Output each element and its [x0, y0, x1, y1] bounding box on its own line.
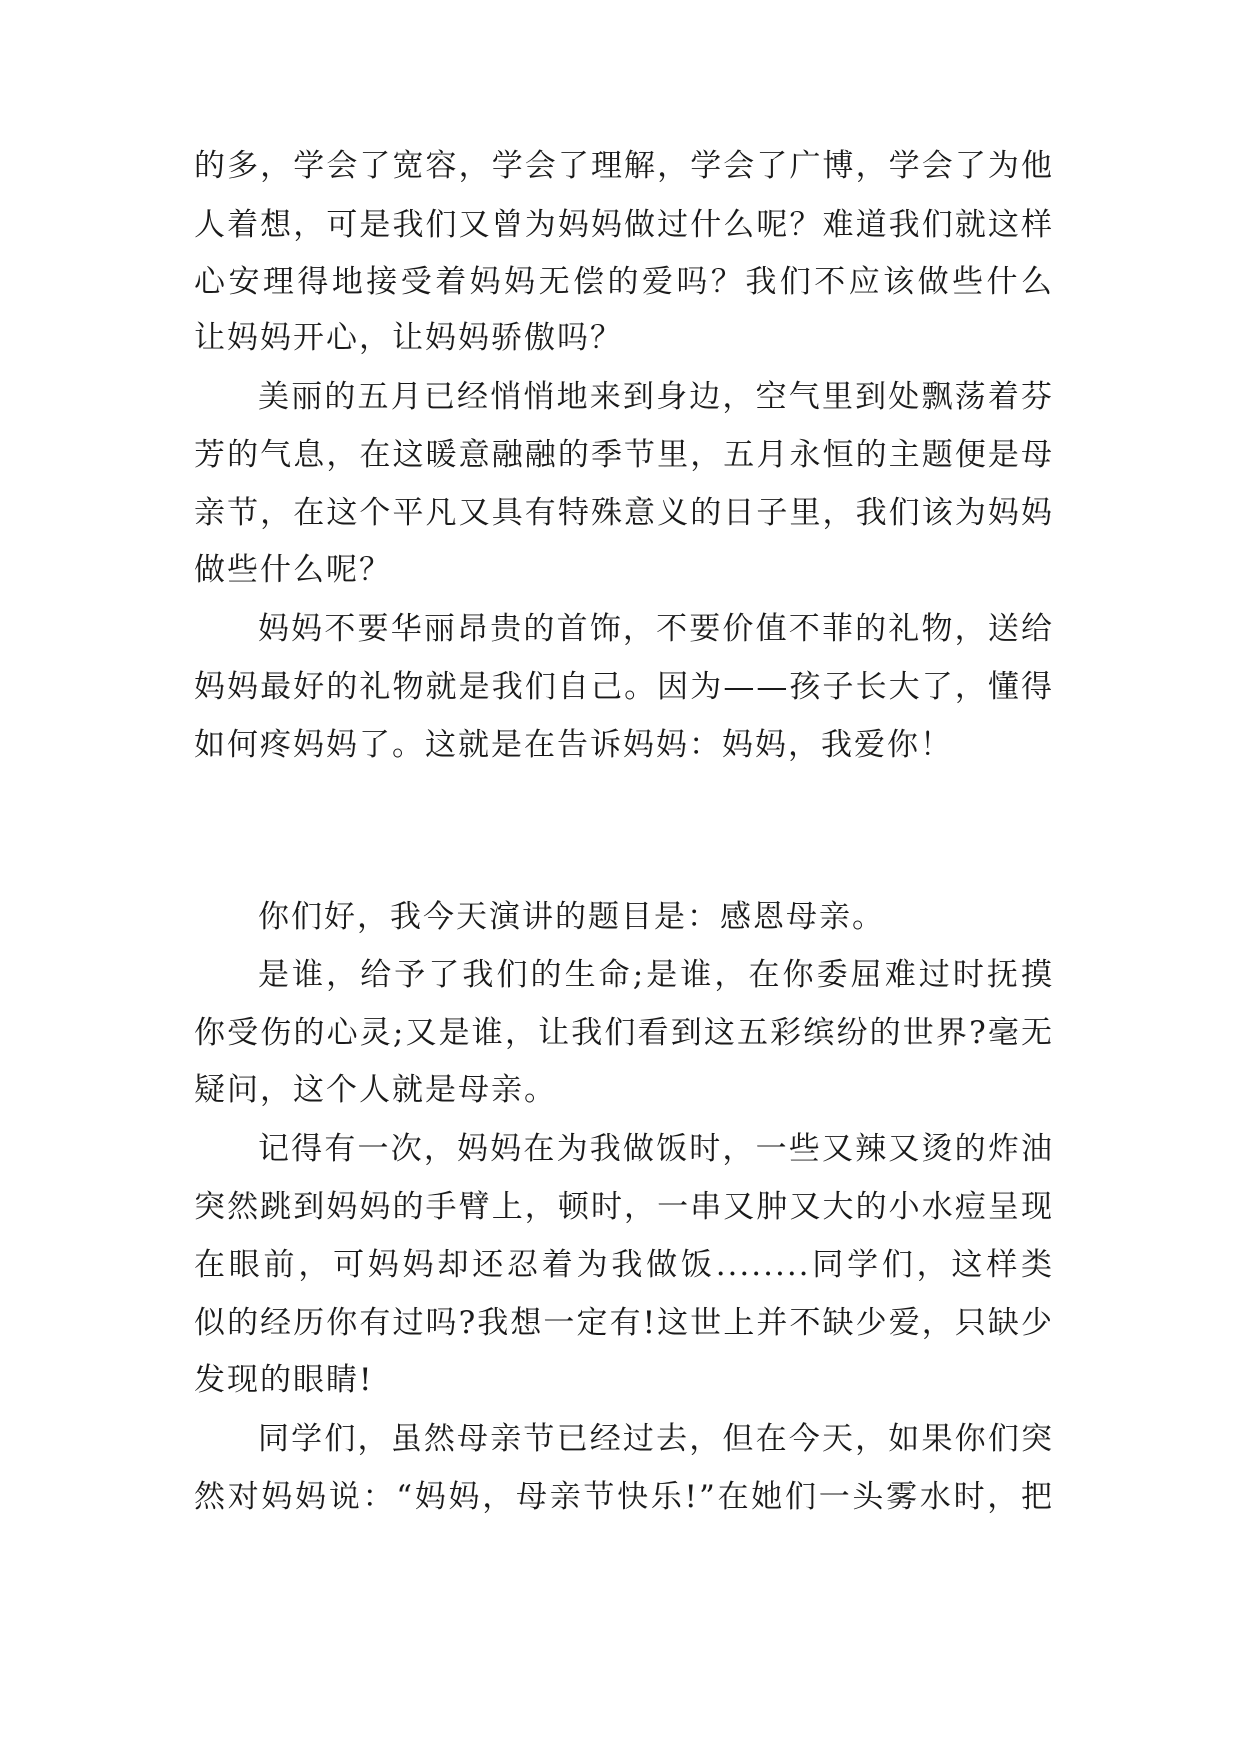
paragraph-line: 妈妈不要华丽昂贵的首饰，不要价值不菲的礼物，送给 — [258, 611, 1054, 647]
paragraph-line: 妈妈最好的礼物就是我们自己。因为——孩子长大了，懂得 — [194, 669, 1054, 705]
paragraph-line: 你受伤的心灵;又是谁，让我们看到这五彩缤纷的世界?毫无 — [194, 1015, 1054, 1051]
paragraph-line: 亲节，在这个平凡又具有特殊意义的日子里，我们该为妈妈 — [194, 495, 1054, 531]
paragraph-line: 突然跳到妈妈的手臂上，顿时，一串又肿又大的小水痘呈现 — [194, 1189, 1054, 1225]
paragraph-line: 芳的气息，在这暖意融融的季节里，五月永恒的主题便是母 — [194, 437, 1054, 473]
paragraph-line: 在眼前，可妈妈却还忍着为我做饭........同学们，这样类 — [194, 1247, 1054, 1283]
paragraph-line: 如何疼妈妈了。这就是在告诉妈妈：妈妈，我爱你！ — [194, 727, 953, 763]
paragraph-line: 的多，学会了宽容，学会了理解，学会了广博，学会了为他 — [194, 148, 1054, 184]
paragraph-line: 做些什么呢？ — [194, 552, 392, 588]
paragraph-line: 似的经历你有过吗?我想一定有!这世上并不缺少爱，只缺少 — [194, 1305, 1054, 1341]
paragraph-line: 同学们，虽然母亲节已经过去，但在今天，如果你们突 — [258, 1421, 1054, 1457]
salutation — [194, 839, 1054, 879]
paragraph-line: 记得有一次，妈妈在为我做饭时，一些又辣又烫的炸油 — [258, 1131, 1054, 1167]
paragraph-line: 疑问，这个人就是母亲。 — [194, 1072, 557, 1108]
paragraph-line: 美丽的五月已经悄悄地来到身边，空气里到处飘荡着芬 — [258, 379, 1054, 415]
paragraph-line: 让妈妈开心，让妈妈骄傲吗？ — [194, 320, 623, 356]
paragraph-line: 然对妈妈说：“妈妈，母亲节快乐!”在她们一头雾水时，把 — [194, 1479, 1054, 1515]
paragraph-line: 是谁，给予了我们的生命;是谁，在你委屈难过时抚摸 — [258, 957, 1054, 993]
paragraph-line: 心安理得地接受着妈妈无偿的爱吗？我们不应该做些什么 — [194, 264, 1054, 300]
paragraph-line: 发现的眼睛! — [194, 1362, 374, 1398]
paragraph-line: 你们好，我今天演讲的题目是：感恩母亲。 — [258, 899, 885, 935]
section-heading — [194, 781, 1054, 821]
paragraph-line: 人着想，可是我们又曾为妈妈做过什么呢？难道我们就这样 — [194, 207, 1054, 243]
